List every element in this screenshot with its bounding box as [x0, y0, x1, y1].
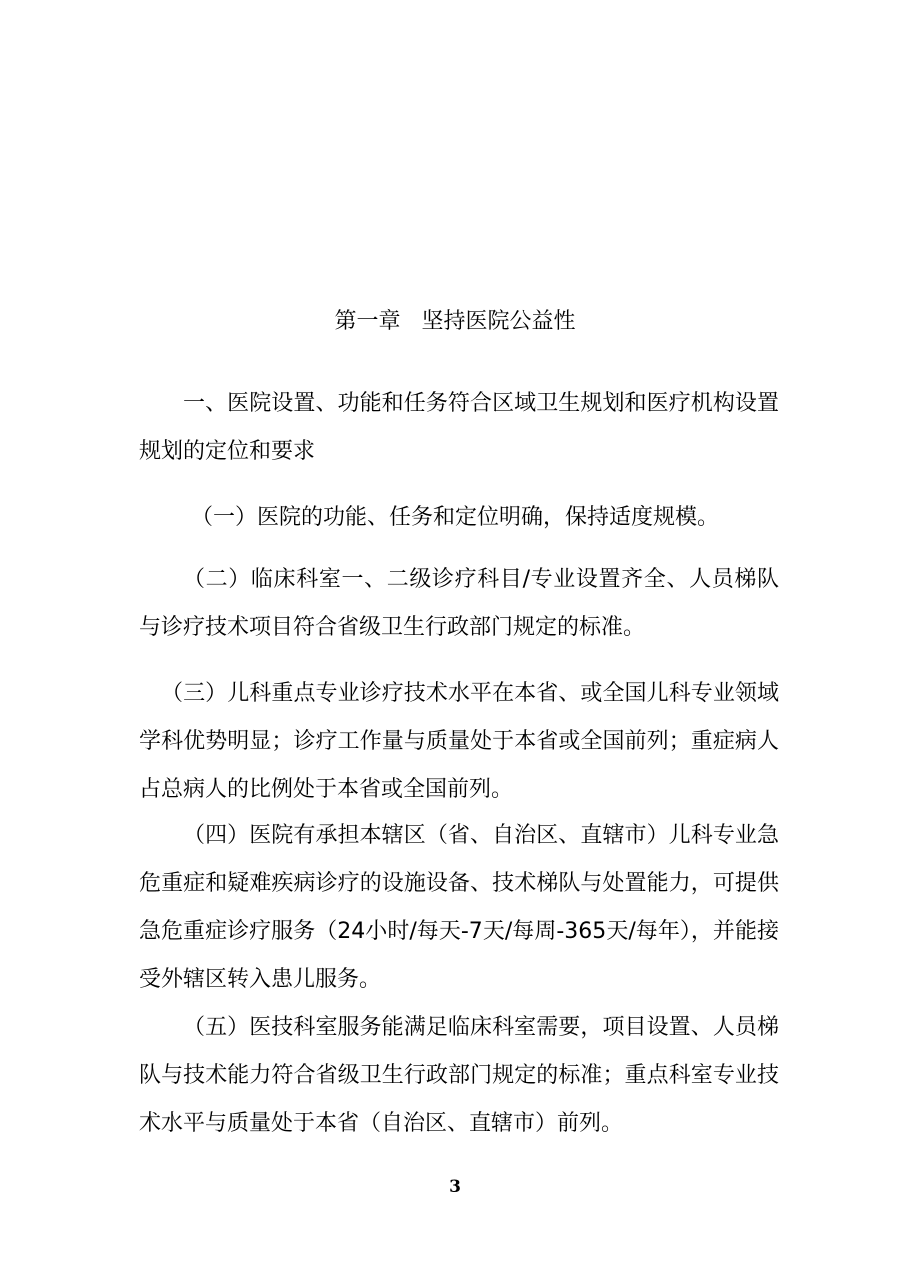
list-item: （一）医院的功能、任务和定位明确，保持适度规模。 [191, 505, 720, 530]
list-item: （二）临床科室一、二级诊疗科目/专业设置齐全、人员梯队与诊疗技术项目符合省级卫生行政部门规定的标准。 [139, 567, 779, 640]
list-item: （五）医技科室服务能满足临床科室需要，项目设置、人员梯队与技术能力符合省级卫生行政部门规定的标准；重点科室专业技术水平与质量处于本省（自治区、直辖市）前列。 [139, 1015, 779, 1136]
section-heading: 一、医院设置、功能和任务符合区域卫生规划和医疗机构设置规划的定位和要求 [139, 391, 779, 464]
page-number: 3 [449, 1177, 461, 1197]
chapter-title: 第一章 坚持医院公益性 [334, 309, 576, 334]
list-item: （三）儿科重点专业诊疗技术水平在本省、或全国儿科专业领域学科优势明显；诊疗工作量与质量处于本省或全国前列；重症病人占总病人的比例处于本省或全国前列。 [139, 681, 779, 802]
list-item: （四）医院有承担本辖区（省、自治区、直辖市）儿科专业急危重症和疑难疾病诊疗的设施设备、技术梯队与处置能力，可提供急危重症诊疗服务（24小时/每天-7天/每周-365天/每年），并能接受外辖区转入患儿服务。 [139, 823, 779, 992]
